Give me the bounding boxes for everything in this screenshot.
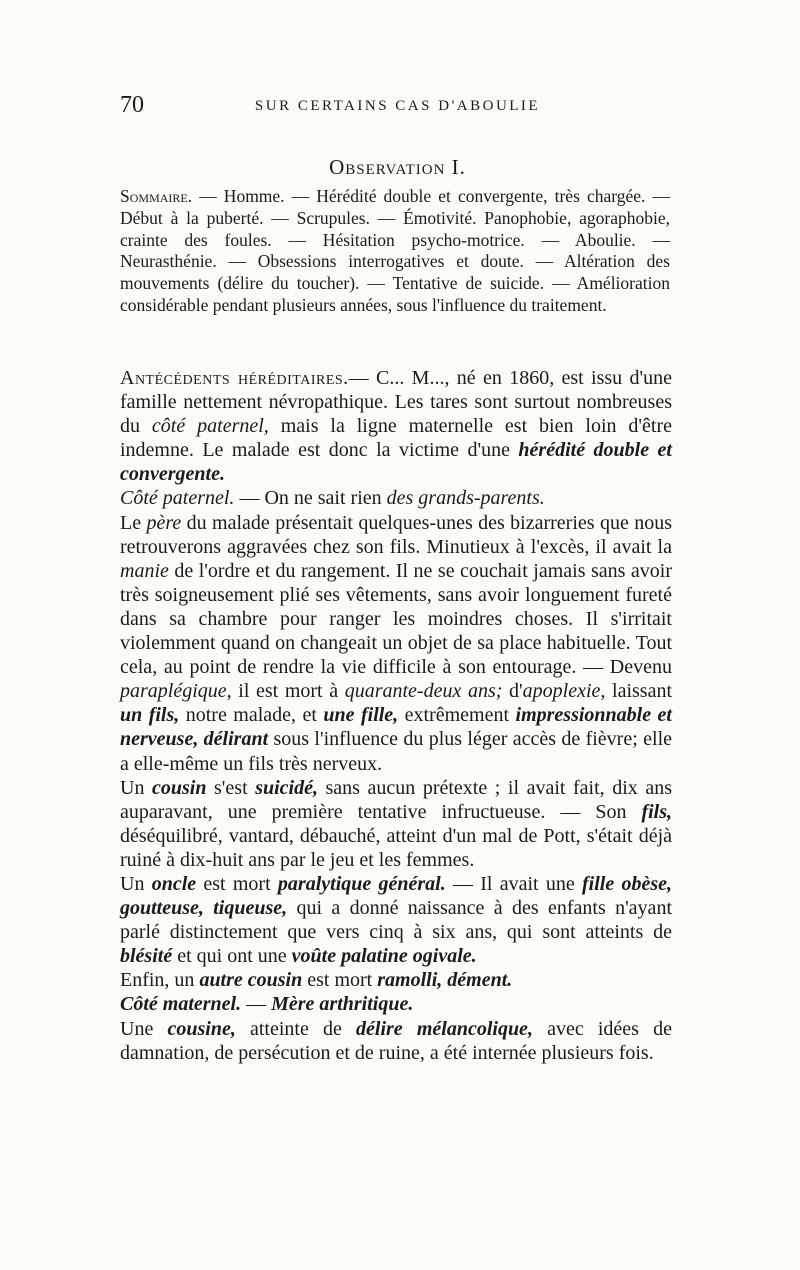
text-run: — Il avait une	[445, 872, 582, 895]
summary-label: Sommaire.	[120, 186, 193, 206]
page-header	[120, 92, 675, 122]
bold-italic-run: ramolli, dément.	[377, 969, 513, 992]
bold-italic-run: oncle	[151, 872, 197, 895]
bold-italic-run: voûte palatine ogivale.	[291, 945, 477, 968]
paragraph-pere	[120, 511, 672, 776]
text-run: du malade présentait quelques-unes des bizarreries que nous retrouverons aggravées chez son fils. Minutieux à l'excès, il avait la	[120, 511, 672, 558]
running-title: SUR CERTAINS CAS D'ABOULIE	[254, 98, 541, 114]
bold-italic-run: hérédité double et convergente.	[120, 439, 672, 486]
text-run: sans aucun prétexte ; il avait fait, dix ans auparavant, une première tentative infructueuse. — Son	[120, 776, 672, 823]
summary-paragraph	[120, 186, 670, 317]
bold-italic-run: autre cousin	[199, 969, 303, 992]
text-run: Une	[120, 1017, 168, 1040]
bold-italic-run: cousin	[152, 776, 207, 799]
paragraph-cousine	[120, 1017, 672, 1065]
italic-run: côté paternel,	[151, 415, 269, 438]
text-run: — C... M..., né en 1860, est issu d'une famille nettement névropathique. Les tares sont surtout nombreuses du	[120, 367, 672, 438]
text-run: — On ne sait rien	[234, 487, 387, 510]
text-run: qui a donné naissance à des enfants n'ayant parlé distinctement que vers cinq à six ans, qui sont atteints de	[120, 897, 672, 944]
text-run: déséquilibré, vantard, débauché, atteint d'un mal de Pott, s'était déjà ruiné à dix-huit ans par le jeu et les femmes.	[120, 824, 672, 871]
paragraph-autre-cousin	[120, 968, 672, 992]
observation-title: Observation I.	[329, 155, 466, 179]
text-run: laissant	[605, 680, 672, 703]
text-run: et qui ont une	[172, 945, 292, 968]
bold-italic-run: Mère arthritique.	[271, 993, 414, 1016]
text-run: mais la ligne maternelle est bien loin d'être indemne. Le malade est donc la victime d'une	[120, 415, 673, 462]
text-run: Le	[120, 511, 147, 534]
antecedents-label: Antécédents héréditaires.	[120, 367, 349, 389]
page-number: 70	[120, 92, 144, 118]
text-run: est mort	[196, 872, 278, 895]
italic-run: apoplexie,	[522, 680, 606, 703]
paragraph-cousin	[120, 776, 672, 872]
bold-italic-run: une fille,	[323, 704, 399, 727]
paragraph-cote-maternel	[120, 992, 672, 1016]
bold-italic-run: délire mélancolique,	[356, 1017, 533, 1040]
text-run: Un	[120, 776, 152, 799]
text-run: il est mort à	[231, 680, 345, 703]
italic-run: manie	[120, 559, 169, 582]
paragraph-oncle	[120, 872, 672, 968]
bold-italic-run: impressionnable et nerveuse, délirant	[120, 704, 672, 751]
summary-text: — Homme. — Hérédité double et convergente, très chargée. — Début à la puberté. — Scrupules. — Émotivité. Panophobie, agoraphobie, crainte des foules. — Hésitation psycho-motrice. — Aboulie. — Neurasthénie. — Obsessions interrogatives et doute. — Altération des mouvements (délire du toucher). — Tentative de suicide. — Amélioration considérable pendant plusieurs années, sous l'influence du traitement.	[120, 186, 671, 315]
text-run: —	[241, 993, 272, 1016]
italic-run: Côté paternel.	[120, 487, 235, 510]
italic-run: père	[146, 511, 182, 534]
bold-italic-run: blésité	[120, 945, 173, 968]
text-run: Un	[120, 872, 152, 895]
bold-italic-run: Côté maternel.	[120, 993, 242, 1016]
bold-italic-run: un fils,	[120, 704, 180, 727]
bold-italic-run: cousine,	[167, 1017, 236, 1040]
text-run: est mort	[302, 969, 378, 992]
text-run: s'est	[206, 776, 256, 799]
italic-run: paraplégique,	[120, 680, 232, 703]
paragraph-cote-paternel	[120, 486, 672, 510]
text-run: sous l'influence du plus léger accès de fièvre; elle a elle-même un fils très nerveux.	[120, 728, 672, 775]
text-run: atteinte de	[235, 1017, 357, 1040]
text-run: avec idées de damnation, de persécution et de ruine, a été internée plusieurs fois.	[120, 1017, 672, 1064]
text-run: notre malade, et	[179, 704, 324, 727]
text-run: d'	[502, 680, 523, 703]
bold-italic-run: suicidé,	[255, 776, 318, 799]
text-run: Enfin, un	[120, 969, 200, 992]
italic-run: quarante-deux ans;	[344, 680, 503, 703]
paragraph-antecedents	[120, 366, 672, 486]
bold-italic-run: fille obèse, goutteuse, tiqueuse,	[120, 872, 673, 920]
main-text	[120, 366, 672, 1065]
bold-italic-run: paralytique général.	[277, 872, 446, 895]
italic-run: des grands-parents.	[386, 487, 545, 510]
text-run: de l'ordre et du rangement. Il ne se couchait jamais sans avoir très soigneusement plié ses vêtements, sans avoir longuement fureté dans sa chambre pour ranger les moindres choses. Il s'irritait violemment quand on changeait un objet de sa place habituelle. Tout cela, au point de rendre la vie difficile à son entourage. — Devenu	[120, 559, 672, 679]
text-run: extrêmement	[398, 704, 516, 727]
bold-italic-run: fils,	[641, 800, 672, 823]
